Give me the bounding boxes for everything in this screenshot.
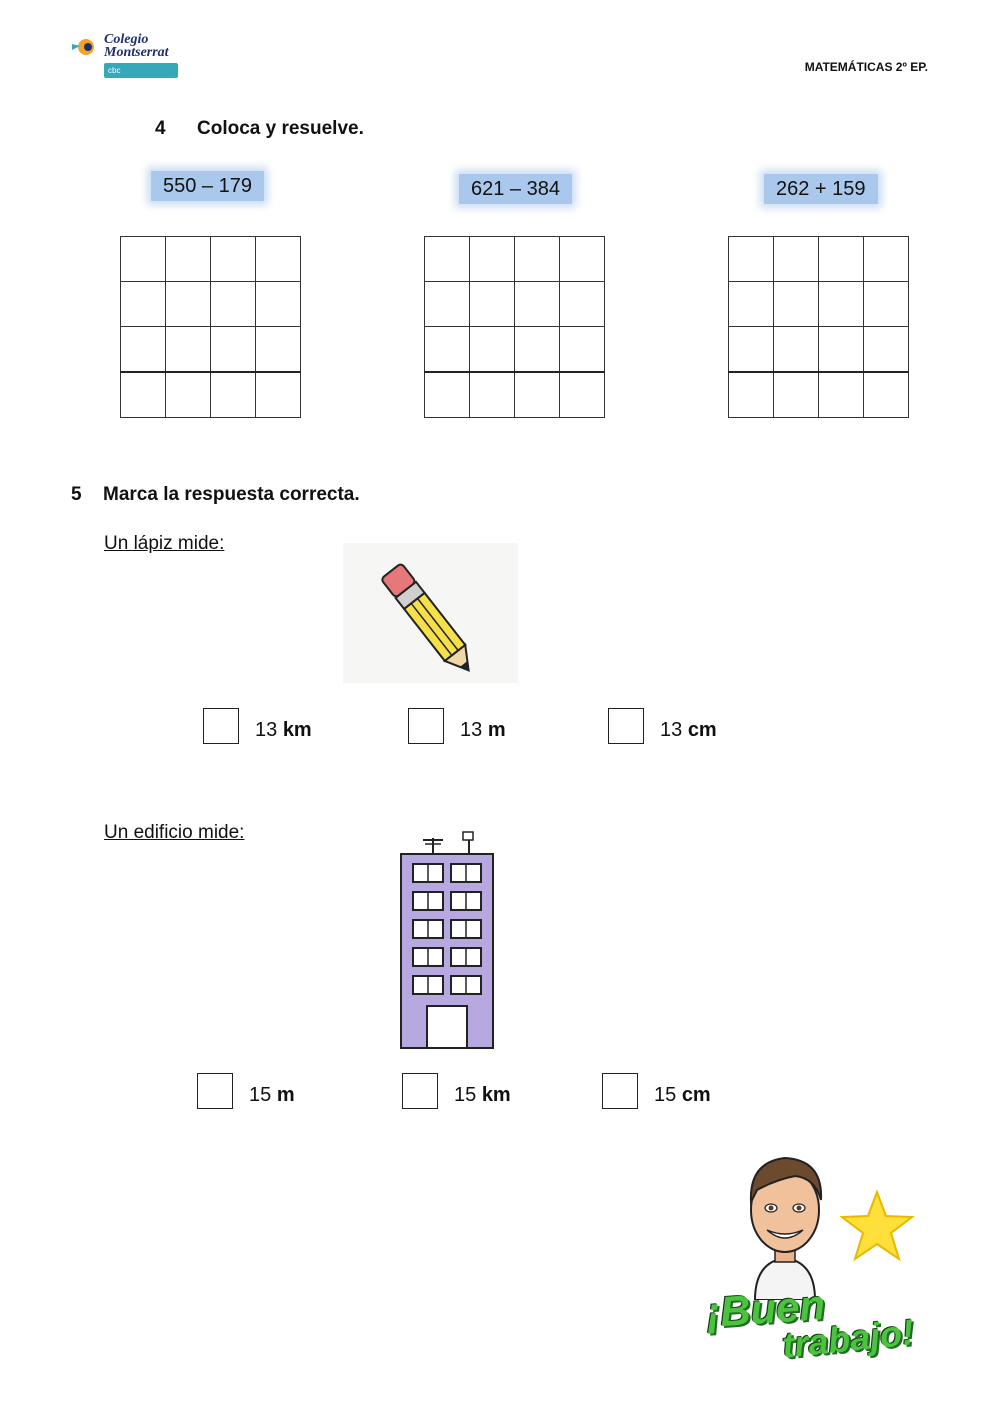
checkbox-pencil-cm[interactable] [608,708,644,744]
checkbox-building-km[interactable] [402,1073,438,1109]
option-number: 15 [454,1084,477,1106]
operation-box-1: 550 – 179 [151,171,264,201]
answer-grid-3[interactable] [728,236,909,418]
logo-bar: cbc [104,63,178,78]
option-number: 13 [460,719,483,741]
option-unit: cm [681,1084,711,1106]
option-pencil-km [255,719,312,742]
option-unit: km [282,719,312,741]
exercise4-title: Coloca y resuelve. [197,118,364,139]
answer-grid-1[interactable] [120,236,301,418]
exercise4-number: 4 [155,118,166,139]
logo-text-2: Montserrat [104,45,169,60]
option-building-m [249,1084,295,1107]
option-number: 13 [660,719,683,741]
building-icon [395,830,500,1052]
option-pencil-cm [660,719,717,742]
option-number: 15 [654,1084,677,1106]
checkbox-building-cm[interactable] [602,1073,638,1109]
option-pencil-m [460,719,506,742]
subject-header: MATEMÁTICAS 2º EP. [804,60,928,74]
buen-text: ¡Buen [704,1280,827,1337]
checkbox-pencil-km[interactable] [203,708,239,744]
answer-grid-2[interactable] [424,236,605,418]
option-number: 15 [249,1084,272,1106]
school-logo [68,30,183,82]
option-unit: m [276,1084,295,1106]
operation-box-2: 621 – 384 [459,174,572,204]
logo-emblem-icon [68,32,104,62]
option-building-cm [654,1084,711,1107]
question-building-label: Un edificio mide: [104,822,245,843]
option-unit: km [481,1084,511,1106]
logo-text-1: Colegio [104,32,149,47]
option-building-km [454,1084,511,1107]
option-unit: cm [687,719,717,741]
checkbox-pencil-m[interactable] [408,708,444,744]
pencil-icon [343,543,518,683]
option-number: 13 [255,719,278,741]
question-pencil-label: Un lápiz mide: [104,533,225,554]
teacher-avatar-icon [735,1150,835,1300]
exercise5-title: Marca la respuesta correcta. [103,484,360,505]
star-icon [838,1188,916,1264]
option-unit: m [487,719,506,741]
exercise5-number: 5 [71,484,82,505]
checkbox-building-m[interactable] [197,1073,233,1109]
operation-box-3: 262 + 159 [764,174,878,204]
trabajo-text: trabajo! [780,1311,916,1366]
